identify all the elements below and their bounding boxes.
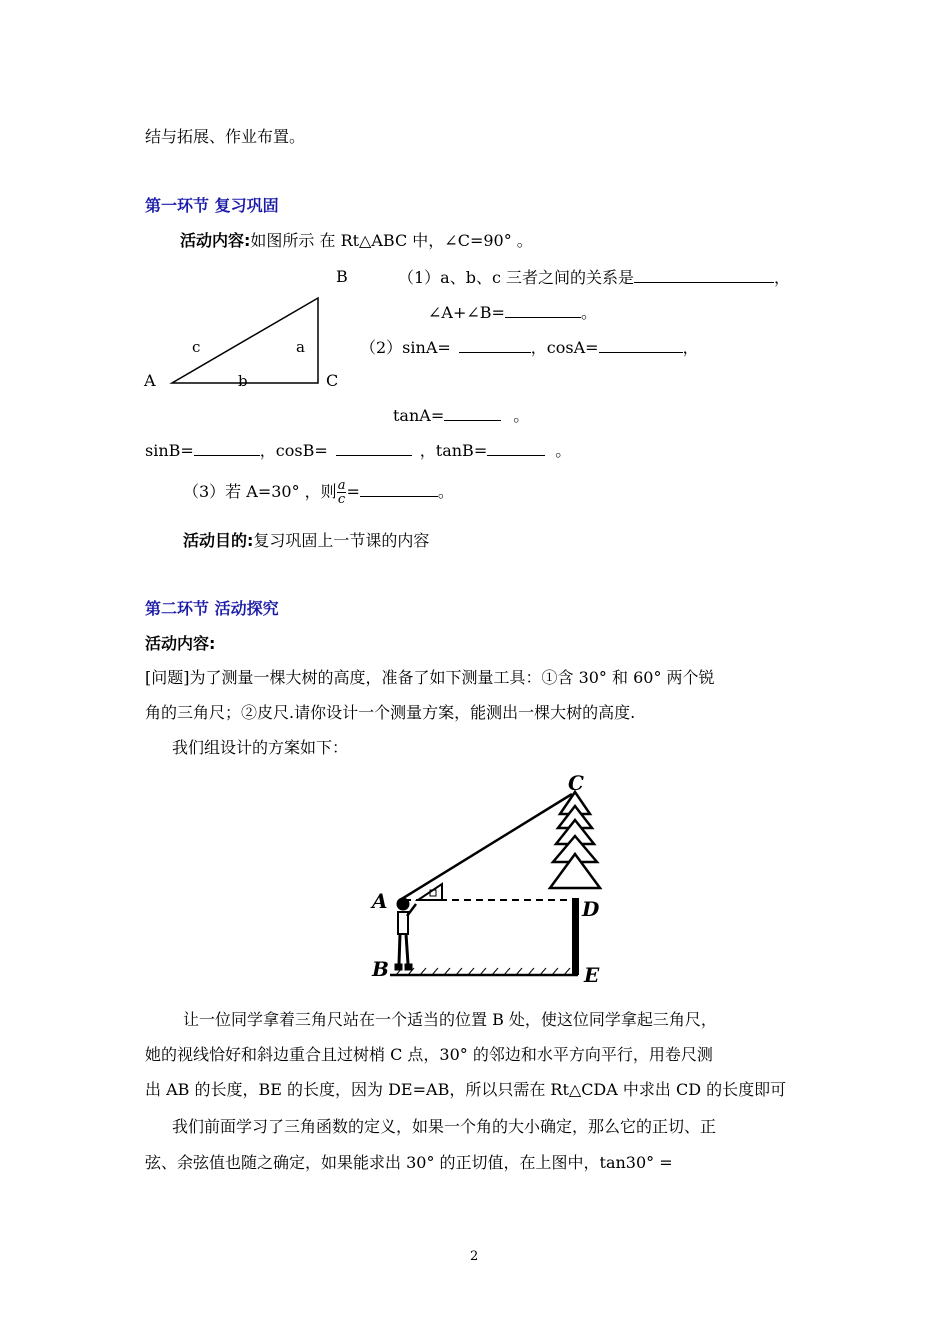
q1-angles: ∠A+∠B=: [428, 303, 505, 322]
fig-label-C: C: [568, 771, 584, 795]
paragraph-1-line-1: 让一位同学拿着三角尺站在一个适当的位置 B 处，使这位同学拿起三角尺，: [183, 1010, 717, 1029]
section2-activity-label: 活动内容:: [145, 634, 216, 653]
cosB-label: ，cosB=: [259, 441, 328, 460]
answer-blank: [599, 338, 683, 353]
q3-end: 。: [437, 482, 454, 501]
problem-line-1: [问题]为了测量一棵大树的高度，准备了如下测量工具：①含 30° 和 60° 两个锐: [145, 668, 715, 687]
tanB-label: ，tanB=: [419, 441, 488, 460]
triangle-label-B: B: [336, 267, 348, 286]
answer-blank: [444, 406, 501, 421]
problem-line-2: 角的三角尺；②皮尺.请你设计一个测量方案，能测出一棵大树的高度.: [145, 703, 636, 722]
right-triangle-figure: [140, 262, 350, 392]
q1-text: （1）a、b、c 三者之间的关系是: [398, 268, 635, 287]
q2-sinA: （2）sinA=: [360, 338, 451, 357]
tree-measurement-figure: [360, 770, 620, 990]
triangle-label-b: b: [238, 372, 248, 390]
answer-blank: [360, 482, 438, 497]
q2-cosA: ，cosA=: [530, 338, 599, 357]
q3-text: （3）若 A=30° ，则: [183, 482, 337, 501]
answer-blank: [459, 338, 531, 353]
triangle-label-A: A: [144, 371, 156, 390]
fraction-a-over-c: $\frac{a}{c}$: [337, 478, 346, 507]
q1-end: ，: [774, 268, 791, 287]
question-1-line1: [398, 268, 790, 286]
section2-heading: 第二环节 活动探究: [145, 599, 279, 618]
question-2-line1: [360, 338, 699, 356]
tanB-end: 。: [555, 441, 572, 460]
paragraph-2-line-2: 弦、余弦值也随之确定，如果能求出 30° 的正切值，在上图中，tan30° =: [145, 1153, 673, 1172]
question-2-B-line: [145, 441, 571, 459]
triangle-label-C: C: [326, 371, 339, 390]
plan-intro: 我们组设计的方案如下：: [172, 738, 349, 757]
triangle-label-c: c: [192, 338, 201, 356]
q2-end: ，: [682, 338, 699, 357]
paragraph-2-line-1: 我们前面学习了三角函数的定义，如果一个角的大小确定，那么它的正切、正: [172, 1117, 717, 1136]
answer-blank: [487, 441, 545, 456]
tree-trunk: [572, 898, 579, 975]
page-number: 2: [470, 1249, 479, 1264]
purpose-label: 活动目的:: [183, 531, 254, 550]
answer-blank: [634, 268, 774, 283]
tanA-end: 。: [513, 406, 530, 425]
paragraph-1-line-3: 出 AB 的长度，BE 的长度，因为 DE=AB，所以只需在 Rt△CDA 中求出 CD 的长度即可: [145, 1080, 787, 1099]
section1-heading: 第一环节 复习巩固: [145, 196, 279, 215]
person-figure: [395, 898, 416, 970]
question-2-tanA: [393, 406, 529, 424]
question-1-line2: [428, 303, 597, 321]
paragraph-1-line-2: 她的视线恰好和斜边重合且过树梢 C 点，30° 的邻边和水平方向平行，用卷尺测: [145, 1045, 713, 1064]
fig-label-B: B: [372, 957, 389, 981]
activity-text: 如图所示 在 Rt△ABC 中，∠C=90° 。: [250, 231, 533, 250]
answer-blank: [505, 303, 581, 318]
question-3: [183, 477, 454, 507]
answer-blank: [194, 441, 260, 456]
line-of-sight: [400, 794, 572, 900]
intro-tail: 结与拓展、作业布置。: [145, 127, 306, 146]
section1-purpose: [183, 533, 429, 549]
fig-label-E: E: [584, 963, 600, 987]
q1-angles-end: 。: [580, 303, 597, 322]
tanA-label: tanA=: [393, 406, 445, 425]
fig-label-D: D: [582, 897, 600, 921]
q3-equals: =: [346, 482, 360, 501]
triangle-label-a: a: [296, 338, 305, 356]
sinB-label: sinB=: [145, 441, 194, 460]
activity-label: 活动内容:: [180, 231, 251, 250]
answer-blank: [336, 441, 412, 456]
tree-crown: [550, 792, 600, 888]
section1-activity: [180, 233, 533, 249]
purpose-text: 复习巩固上一节课的内容: [253, 531, 430, 550]
fig-label-A: A: [372, 889, 388, 913]
